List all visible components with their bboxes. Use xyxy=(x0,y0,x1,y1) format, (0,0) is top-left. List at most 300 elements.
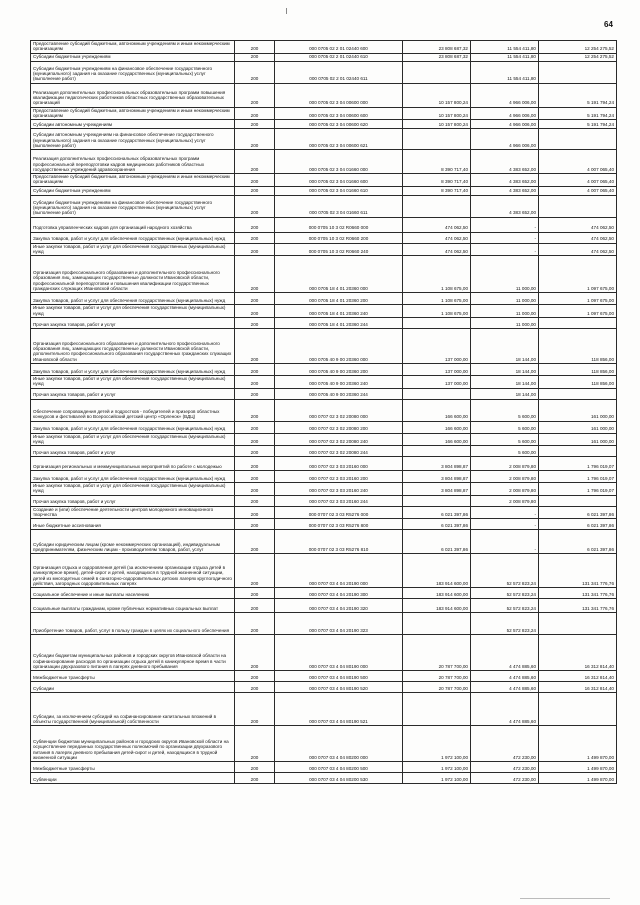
page-number: 64 xyxy=(604,20,613,29)
row-unexecuted-cell: 118 856,00 xyxy=(539,328,617,363)
row-unexecuted-cell: 118 856,00 xyxy=(539,363,617,375)
row-kbk-cell: 000 0705 40 9 00 20360 240 xyxy=(275,375,403,388)
row-approved-cell: 137 000,00 xyxy=(403,375,471,388)
row-name-cell: Закупка товаров, работ и услуг для обеспечения государственных (муниципальных) нужд xyxy=(31,363,235,375)
row-approved-cell: 137 000,00 xyxy=(403,328,471,363)
row-name-cell: Подготовка управленческих кадров для организаций народного хозяйства xyxy=(31,217,235,232)
row-executed-cell: 2 008 879,80 xyxy=(471,483,539,496)
row-name-cell: Иные закупки товаров, работ и услуг для обеспечения государственных (муниципальных) нужд xyxy=(31,483,235,496)
row-unexecuted-cell: 6 021 397,86 xyxy=(539,506,617,519)
row-code-cell: 200 xyxy=(235,446,275,457)
row-code-cell: 200 xyxy=(235,61,275,83)
row-unexecuted-cell: 1 097 675,00 xyxy=(539,256,617,293)
row-approved-cell: 6 021 397,86 xyxy=(403,530,471,554)
row-name-cell: Социальные выплаты гражданам, кроме публичных нормативных социальных выплат xyxy=(31,599,235,613)
row-approved-cell xyxy=(403,317,471,328)
row-name-cell: Закупка товаров, работ и услуг для обеспечения государственных (муниципальных) нужд xyxy=(31,232,235,243)
row-executed-cell: 5 600,00 xyxy=(471,399,539,421)
row-executed-cell: 11 000,00 xyxy=(471,293,539,305)
row-kbk-cell: 000 0705 02 2 01 02440 611 xyxy=(275,61,403,83)
row-approved-cell: 183 914 600,00 xyxy=(403,554,471,588)
row-unexecuted-cell: 161 000,00 xyxy=(539,399,617,421)
row-executed-cell: 4 966 006,00 xyxy=(471,83,539,107)
row-unexecuted-cell: 5 191 794,24 xyxy=(539,83,617,107)
row-unexecuted-cell: 1 499 870,00 xyxy=(539,726,617,762)
row-executed-cell: 4 474 885,60 xyxy=(471,635,539,671)
row-approved-cell xyxy=(403,61,471,83)
row-code-cell: 200 xyxy=(235,457,275,471)
row-name-cell: Субвенции бюджетам муниципальных районов и городских округов Ивановской области на осуществление переданных государственных полномочий по организации двухразового питания в лагерях дневного пребывания детей-сирот и детей, находящихся в трудной жизненной ситуации xyxy=(31,726,235,762)
row-executed-cell: 4 966 006,00 xyxy=(471,107,539,120)
row-unexecuted-cell: 161 000,00 xyxy=(539,421,617,433)
table-row xyxy=(31,150,617,174)
scan-mark xyxy=(286,8,287,14)
table-row xyxy=(31,613,617,635)
row-kbk-cell: 000 0705 02 3 04 00600 620 xyxy=(275,120,403,129)
row-unexecuted-cell xyxy=(539,61,617,83)
row-name-cell: Предоставление субсидий бюджетным, автономным учреждениям и иным некоммерческим организациям xyxy=(31,107,235,120)
row-executed-cell: 52 572 823,24 xyxy=(471,588,539,599)
table-row xyxy=(31,195,617,217)
row-name-cell: Организация профессионального образования и дополнительного профессионального образования лиц, замещающих государственные должности Ивановской области, дополнительного профессионального образования государственных гражданских служащих Ивановской области xyxy=(31,328,235,363)
table-row xyxy=(31,243,617,256)
row-kbk-cell: 000 0705 10 3 02 R0660 000 xyxy=(275,217,403,232)
row-unexecuted-cell: 1 097 675,00 xyxy=(539,293,617,305)
row-executed-cell: 18 144,00 xyxy=(471,375,539,388)
row-code-cell: 200 xyxy=(235,495,275,506)
table-row xyxy=(31,519,617,530)
row-kbk-cell: 000 0707 03 4 04 80200 500 xyxy=(275,762,403,773)
table-row xyxy=(31,61,617,83)
row-approved-cell: 1 108 675,00 xyxy=(403,305,471,318)
row-approved-cell: 1 972 100,00 xyxy=(403,773,471,784)
row-kbk-cell: 000 0707 02 3 03 20160 000 xyxy=(275,457,403,471)
row-code-cell: 200 xyxy=(235,243,275,256)
row-kbk-cell: 000 0705 18 4 01 20360 240 xyxy=(275,305,403,318)
row-kbk-cell: 000 0705 40 9 00 20360 000 xyxy=(275,328,403,363)
row-kbk-cell: 000 0707 02 3 02 20080 240 xyxy=(275,433,403,446)
table-row xyxy=(31,388,617,399)
row-unexecuted-cell: 131 341 776,76 xyxy=(539,554,617,588)
row-name-cell: Иные закупки товаров, работ и услуг для обеспечения государственных (муниципальных) нужд xyxy=(31,305,235,318)
row-kbk-cell: 000 0707 02 3 03 20160 200 xyxy=(275,471,403,483)
row-approved-cell: 8 390 717,40 xyxy=(403,186,471,195)
row-kbk-cell: 000 0705 10 3 02 R0660 240 xyxy=(275,243,403,256)
table-row xyxy=(31,232,617,243)
row-unexecuted-cell: 16 312 814,40 xyxy=(539,671,617,682)
row-approved-cell: 183 914 600,00 xyxy=(403,588,471,599)
row-approved-cell: 10 157 800,24 xyxy=(403,83,471,107)
row-approved-cell xyxy=(403,613,471,635)
row-executed-cell: 11 000,00 xyxy=(471,317,539,328)
row-kbk-cell: 000 0705 02 2 01 02440 600 xyxy=(275,41,403,54)
row-approved-cell: 3 804 898,87 xyxy=(403,471,471,483)
row-name-cell: Организация отдыха и оздоровления детей (за исключением организации отдыха детей в каникулярное время), детей-сирот и детей, находящихся в трудной жизненной ситуации, детей из многодетных семей в санаторно-оздоровительных детских лагерях круглогодичного действия, загородных оздоровительных лагерях xyxy=(31,554,235,588)
row-kbk-cell: 000 0707 03 4 04 80190 000 xyxy=(275,635,403,671)
row-approved-cell: 137 000,00 xyxy=(403,363,471,375)
row-name-cell: Обеспечение сопровождения детей и подростков - победителей и призеров областных конкурсов и фестивалей во Всероссийский детский центр «Орленок» (ВДЦ) xyxy=(31,399,235,421)
row-kbk-cell: 000 0707 02 3 02 20080 244 xyxy=(275,446,403,457)
table-row xyxy=(31,217,617,232)
row-unexecuted-cell: 1 796 019,07 xyxy=(539,457,617,471)
row-executed-cell: 4 383 652,00 xyxy=(471,174,539,187)
table-row xyxy=(31,83,617,107)
row-executed-cell: 4 474 885,60 xyxy=(471,682,539,693)
row-kbk-cell: 000 0705 02 3 04 01660 600 xyxy=(275,174,403,187)
row-kbk-cell: 000 0707 02 3 03 20160 244 xyxy=(275,495,403,506)
row-name-cell: Реализация дополнительных профессиональных образовательных программ повышения квалификации педагогических работников областных государственных образовательных организаций xyxy=(31,83,235,107)
row-executed-cell: 11 554 411,80 xyxy=(471,41,539,54)
row-unexecuted-cell: 16 312 814,40 xyxy=(539,682,617,693)
row-executed-cell: 11 000,00 xyxy=(471,305,539,318)
row-unexecuted-cell xyxy=(539,195,617,217)
row-name-cell: Субсидии, за исключением субсидий на софинансирование капитальных вложений в объекты государственной (муниципальной) собственности xyxy=(31,693,235,726)
row-approved-cell: 166 600,00 xyxy=(403,433,471,446)
table-row xyxy=(31,107,617,120)
row-unexecuted-cell: 1 499 870,00 xyxy=(539,762,617,773)
row-kbk-cell: 000 0707 03 4 04 80190 500 xyxy=(275,671,403,682)
row-approved-cell: 20 787 700,00 xyxy=(403,635,471,671)
row-unexecuted-cell: 5 191 794,24 xyxy=(539,120,617,129)
table-row xyxy=(31,671,617,682)
row-name-cell: Предоставление субсидий бюджетным, автономным учреждениям и иным некоммерческим организациям xyxy=(31,41,235,54)
row-approved-cell: 10 157 800,24 xyxy=(403,107,471,120)
row-name-cell: Реализация дополнительных профессиональных образовательных программ профессиональной переподготовки кадров медицинских работников областных государственных учреждений здравоохранения xyxy=(31,150,235,174)
row-approved-cell: 3 804 898,87 xyxy=(403,457,471,471)
row-kbk-cell: 000 0705 02 3 04 01660 000 xyxy=(275,150,403,174)
table-row xyxy=(31,293,617,305)
row-approved-cell xyxy=(403,195,471,217)
table-row xyxy=(31,120,617,129)
row-executed-cell: 5 600,00 xyxy=(471,446,539,457)
row-code-cell: 200 xyxy=(235,232,275,243)
row-executed-cell: 52 572 823,24 xyxy=(471,613,539,635)
row-code-cell: 200 xyxy=(235,305,275,318)
row-code-cell: 200 xyxy=(235,421,275,433)
row-approved-cell: 8 390 717,40 xyxy=(403,174,471,187)
row-kbk-cell: 000 0707 03 4 04 20190 320 xyxy=(275,599,403,613)
table-row xyxy=(31,186,617,195)
row-executed-cell: - xyxy=(471,530,539,554)
table-row xyxy=(31,457,617,471)
row-executed-cell: 11 554 411,80 xyxy=(471,53,539,61)
row-kbk-cell: 000 0705 10 3 02 R0660 200 xyxy=(275,232,403,243)
row-executed-cell: 4 383 652,00 xyxy=(471,195,539,217)
row-code-cell: 200 xyxy=(235,293,275,305)
row-code-cell: 200 xyxy=(235,363,275,375)
row-code-cell: 200 xyxy=(235,150,275,174)
row-unexecuted-cell xyxy=(539,129,617,150)
row-kbk-cell: 000 0707 02 3 03 R5276 000 xyxy=(275,506,403,519)
table-row xyxy=(31,693,617,726)
row-executed-cell: 4 383 652,00 xyxy=(471,150,539,174)
row-kbk-cell: 000 0707 03 4 04 80190 520 xyxy=(275,682,403,693)
scan-edge-line xyxy=(520,898,610,899)
row-executed-cell: 2 008 879,80 xyxy=(471,471,539,483)
row-executed-cell: 11 000,00 xyxy=(471,256,539,293)
row-code-cell: 200 xyxy=(235,174,275,187)
table-row xyxy=(31,305,617,318)
table-row xyxy=(31,495,617,506)
row-name-cell: Приобретение товаров, работ, услуг в пользу граждан в целях их социального обеспечения xyxy=(31,613,235,635)
row-code-cell: 200 xyxy=(235,682,275,693)
row-code-cell: 200 xyxy=(235,195,275,217)
row-name-cell: Субсидии юридическим лицам (кроме некоммерческих организаций), индивидуальным предпринимателям, физическим лицам - производителям товаров, работ, услуг xyxy=(31,530,235,554)
row-code-cell: 200 xyxy=(235,588,275,599)
row-kbk-cell: 000 0707 02 3 03 R5276 810 xyxy=(275,530,403,554)
table-row xyxy=(31,588,617,599)
row-code-cell: 200 xyxy=(235,613,275,635)
row-name-cell: Субсидии бюджетным учреждениям xyxy=(31,186,235,195)
row-approved-cell: 6 021 397,86 xyxy=(403,506,471,519)
row-kbk-cell: 000 0705 02 3 04 01660 610 xyxy=(275,186,403,195)
row-executed-cell: 18 144,00 xyxy=(471,388,539,399)
row-unexecuted-cell: 5 191 794,24 xyxy=(539,107,617,120)
row-unexecuted-cell: 1 097 675,00 xyxy=(539,305,617,318)
row-executed-cell: 52 572 823,24 xyxy=(471,599,539,613)
row-code-cell: 200 xyxy=(235,83,275,107)
row-kbk-cell: 000 0707 02 3 03 R5276 800 xyxy=(275,519,403,530)
row-name-cell: Предоставление субсидий бюджетным, автономным учреждениям и иным некоммерческим организациям xyxy=(31,174,235,187)
row-approved-cell: 474 062,50 xyxy=(403,232,471,243)
row-name-cell: Прочая закупка товаров, работ и услуг xyxy=(31,388,235,399)
row-unexecuted-cell: 4 007 065,40 xyxy=(539,186,617,195)
table-row xyxy=(31,41,617,54)
row-code-cell: 200 xyxy=(235,506,275,519)
row-code-cell: 200 xyxy=(235,107,275,120)
row-executed-cell: 4 966 006,00 xyxy=(471,120,539,129)
table-row xyxy=(31,421,617,433)
row-executed-cell: 472 230,00 xyxy=(471,726,539,762)
row-approved-cell xyxy=(403,495,471,506)
row-executed-cell: - xyxy=(471,232,539,243)
row-kbk-cell: 000 0707 02 3 03 20160 240 xyxy=(275,483,403,496)
row-kbk-cell: 000 0707 03 4 04 80200 000 xyxy=(275,726,403,762)
table-row xyxy=(31,773,617,784)
row-name-cell: Прочая закупка товаров, работ и услуг xyxy=(31,446,235,457)
row-code-cell: 200 xyxy=(235,328,275,363)
row-executed-cell: 2 008 879,80 xyxy=(471,457,539,471)
table-row xyxy=(31,530,617,554)
row-executed-cell: - xyxy=(471,217,539,232)
row-code-cell: 200 xyxy=(235,375,275,388)
row-executed-cell: 4 474 885,60 xyxy=(471,671,539,682)
row-name-cell: Создание и (или) обеспечение деятельности центров молодежного инновационного творчества xyxy=(31,506,235,519)
table-row xyxy=(31,256,617,293)
row-code-cell: 200 xyxy=(235,256,275,293)
row-code-cell: 200 xyxy=(235,433,275,446)
row-unexecuted-cell: 131 341 776,76 xyxy=(539,588,617,599)
row-name-cell: Иные закупки товаров, работ и услуг для обеспечения государственных (муниципальных) нужд xyxy=(31,243,235,256)
row-unexecuted-cell: 1 499 870,00 xyxy=(539,773,617,784)
row-executed-cell: 18 144,00 xyxy=(471,363,539,375)
row-executed-cell: 52 572 823,24 xyxy=(471,554,539,588)
row-kbk-cell: 000 0705 18 4 01 20360 244 xyxy=(275,317,403,328)
table-row xyxy=(31,328,617,363)
table-row xyxy=(31,363,617,375)
row-code-cell: 200 xyxy=(235,554,275,588)
row-code-cell: 200 xyxy=(235,41,275,54)
row-code-cell: 200 xyxy=(235,120,275,129)
table-row xyxy=(31,375,617,388)
row-name-cell: Организация региональных и межмуниципальных мероприятий по работе с молодежью xyxy=(31,457,235,471)
row-unexecuted-cell xyxy=(539,693,617,726)
row-approved-cell xyxy=(403,129,471,150)
row-name-cell: Иные закупки товаров, работ и услуг для обеспечения государственных (муниципальных) нужд xyxy=(31,375,235,388)
row-unexecuted-cell: 6 021 397,86 xyxy=(539,519,617,530)
row-executed-cell: - xyxy=(471,243,539,256)
row-code-cell: 200 xyxy=(235,530,275,554)
row-code-cell: 200 xyxy=(235,388,275,399)
row-kbk-cell: 000 0707 03 4 04 20190 300 xyxy=(275,588,403,599)
table-row xyxy=(31,726,617,762)
table-row xyxy=(31,682,617,693)
row-code-cell: 200 xyxy=(235,519,275,530)
row-executed-cell: 4 474 885,60 xyxy=(471,693,539,726)
row-approved-cell: 3 804 898,87 xyxy=(403,483,471,496)
row-executed-cell: - xyxy=(471,506,539,519)
row-executed-cell: 4 966 006,00 xyxy=(471,129,539,150)
row-kbk-cell: 000 0707 02 3 02 20080 000 xyxy=(275,399,403,421)
row-unexecuted-cell: 6 021 397,86 xyxy=(539,530,617,554)
row-name-cell: Социальное обеспечение и иные выплаты населению xyxy=(31,588,235,599)
row-name-cell: Субвенции xyxy=(31,773,235,784)
row-code-cell: 200 xyxy=(235,186,275,195)
row-code-cell: 200 xyxy=(235,599,275,613)
row-kbk-cell: 000 0705 02 3 04 00600 621 xyxy=(275,129,403,150)
row-code-cell: 200 xyxy=(235,773,275,784)
row-code-cell: 200 xyxy=(235,762,275,773)
row-name-cell: Прочая закупка товаров, работ и услуг xyxy=(31,317,235,328)
row-unexecuted-cell: 1 796 019,07 xyxy=(539,483,617,496)
table-row xyxy=(31,317,617,328)
row-kbk-cell: 000 0707 03 4 04 20190 323 xyxy=(275,613,403,635)
row-approved-cell: 6 021 397,86 xyxy=(403,519,471,530)
row-name-cell: Закупка товаров, работ и услуг для обеспечения государственных (муниципальных) нужд xyxy=(31,421,235,433)
row-executed-cell: 11 554 411,80 xyxy=(471,61,539,83)
row-unexecuted-cell: 4 007 065,40 xyxy=(539,174,617,187)
row-approved-cell xyxy=(403,693,471,726)
row-unexecuted-cell: 131 341 776,76 xyxy=(539,599,617,613)
row-unexecuted-cell: 474 062,50 xyxy=(539,217,617,232)
row-unexecuted-cell xyxy=(539,495,617,506)
row-name-cell: Субсидии бюджетным учреждениям на финансовое обеспечение государственного (муниципального) задания на оказание государственных (муниципальных) услуг (выполнение работ) xyxy=(31,195,235,217)
table-row xyxy=(31,635,617,671)
row-code-cell: 200 xyxy=(235,217,275,232)
row-name-cell: Иные закупки товаров, работ и услуг для обеспечения государственных (муниципальных) нужд xyxy=(31,433,235,446)
table-body xyxy=(31,41,617,784)
row-unexecuted-cell xyxy=(539,317,617,328)
row-executed-cell: 472 230,00 xyxy=(471,773,539,784)
row-executed-cell: 472 230,00 xyxy=(471,762,539,773)
row-kbk-cell: 000 0705 02 2 01 02440 610 xyxy=(275,53,403,61)
row-code-cell: 200 xyxy=(235,693,275,726)
row-approved-cell: 8 390 717,40 xyxy=(403,150,471,174)
table-row xyxy=(31,506,617,519)
row-code-cell: 200 xyxy=(235,726,275,762)
row-executed-cell: 2 008 879,80 xyxy=(471,495,539,506)
table-row xyxy=(31,174,617,187)
row-executed-cell: - xyxy=(471,519,539,530)
row-name-cell: Субсидии автономным учреждениям xyxy=(31,120,235,129)
row-unexecuted-cell: 1 796 019,07 xyxy=(539,471,617,483)
row-executed-cell: 4 383 652,00 xyxy=(471,186,539,195)
table-row xyxy=(31,129,617,150)
row-approved-cell: 1 108 675,00 xyxy=(403,293,471,305)
row-unexecuted-cell: 4 007 065,40 xyxy=(539,150,617,174)
row-kbk-cell: 000 0705 40 9 00 20360 244 xyxy=(275,388,403,399)
row-unexecuted-cell xyxy=(539,446,617,457)
row-approved-cell: 183 914 600,00 xyxy=(403,599,471,613)
row-kbk-cell: 000 0705 02 3 04 00600 600 xyxy=(275,107,403,120)
row-kbk-cell: 000 0705 02 3 04 01660 611 xyxy=(275,195,403,217)
row-approved-cell: 474 062,50 xyxy=(403,243,471,256)
budget-execution-table xyxy=(30,40,617,784)
row-kbk-cell: 000 0707 02 3 02 20080 200 xyxy=(275,421,403,433)
row-name-cell: Закупка товаров, работ и услуг для обеспечения государственных (муниципальных) нужд xyxy=(31,293,235,305)
table-row xyxy=(31,554,617,588)
table-row xyxy=(31,599,617,613)
row-name-cell: Организация профессионального образования и дополнительного профессионального образования лиц, замещающих государственные должности Ивановской области, профессиональной переподготовки и повышения квалификации государственных гражданских служащих Ивановской области xyxy=(31,256,235,293)
row-name-cell: Закупка товаров, работ и услуг для обеспечения государственных (муниципальных) нужд xyxy=(31,471,235,483)
row-unexecuted-cell: 474 062,50 xyxy=(539,243,617,256)
row-code-cell: 200 xyxy=(235,399,275,421)
row-unexecuted-cell: 12 254 275,52 xyxy=(539,53,617,61)
row-approved-cell: 1 108 675,00 xyxy=(403,256,471,293)
row-kbk-cell: 000 0707 03 4 04 80190 521 xyxy=(275,693,403,726)
row-unexecuted-cell: 118 856,00 xyxy=(539,375,617,388)
row-executed-cell: 5 600,00 xyxy=(471,433,539,446)
row-code-cell: 200 xyxy=(235,671,275,682)
table-row xyxy=(31,762,617,773)
table-row xyxy=(31,399,617,421)
row-executed-cell: 18 144,00 xyxy=(471,328,539,363)
row-approved-cell: 10 157 800,24 xyxy=(403,120,471,129)
row-kbk-cell: 000 0705 18 4 01 20360 000 xyxy=(275,256,403,293)
row-code-cell: 200 xyxy=(235,471,275,483)
row-unexecuted-cell xyxy=(539,388,617,399)
row-approved-cell: 20 787 700,00 xyxy=(403,682,471,693)
row-unexecuted-cell: 12 254 275,52 xyxy=(539,41,617,54)
table-row xyxy=(31,483,617,496)
row-approved-cell: 23 808 687,32 xyxy=(403,53,471,61)
row-name-cell: Субсидии xyxy=(31,682,235,693)
table-row xyxy=(31,53,617,61)
row-kbk-cell: 000 0705 18 4 01 20360 200 xyxy=(275,293,403,305)
row-code-cell: 200 xyxy=(235,317,275,328)
row-kbk-cell: 000 0705 40 9 00 20360 200 xyxy=(275,363,403,375)
table-row xyxy=(31,433,617,446)
row-unexecuted-cell: 474 062,50 xyxy=(539,232,617,243)
row-kbk-cell: 000 0707 03 4 04 20190 000 xyxy=(275,554,403,588)
row-approved-cell: 166 600,00 xyxy=(403,421,471,433)
row-name-cell: Субсидии бюджетным учреждениям на финансовое обеспечение государственного (муниципального) задания на оказание государственных (муниципальных) услуг (выполнение работ) xyxy=(31,61,235,83)
row-kbk-cell: 000 0705 02 3 04 00600 000 xyxy=(275,83,403,107)
row-unexecuted-cell xyxy=(539,613,617,635)
row-approved-cell: 23 808 687,32 xyxy=(403,41,471,54)
row-name-cell: Субсидии бюджетам муниципальных районов и городских округов Ивановской области на софинансирование расходов по организации отдыха детей в каникулярное время в части организации двухразового питания в лагерях дневного пребывания xyxy=(31,635,235,671)
row-name-cell: Прочая закупка товаров, работ и услуг xyxy=(31,495,235,506)
row-code-cell: 200 xyxy=(235,129,275,150)
table-row xyxy=(31,446,617,457)
row-approved-cell: 166 600,00 xyxy=(403,399,471,421)
row-kbk-cell: 000 0707 03 4 04 80200 530 xyxy=(275,773,403,784)
row-name-cell: Субсидии бюджетным учреждениям xyxy=(31,53,235,61)
row-name-cell: Межбюджетные трансферты xyxy=(31,762,235,773)
row-unexecuted-cell: 161 000,00 xyxy=(539,433,617,446)
row-code-cell: 200 xyxy=(235,635,275,671)
row-executed-cell: 5 600,00 xyxy=(471,421,539,433)
